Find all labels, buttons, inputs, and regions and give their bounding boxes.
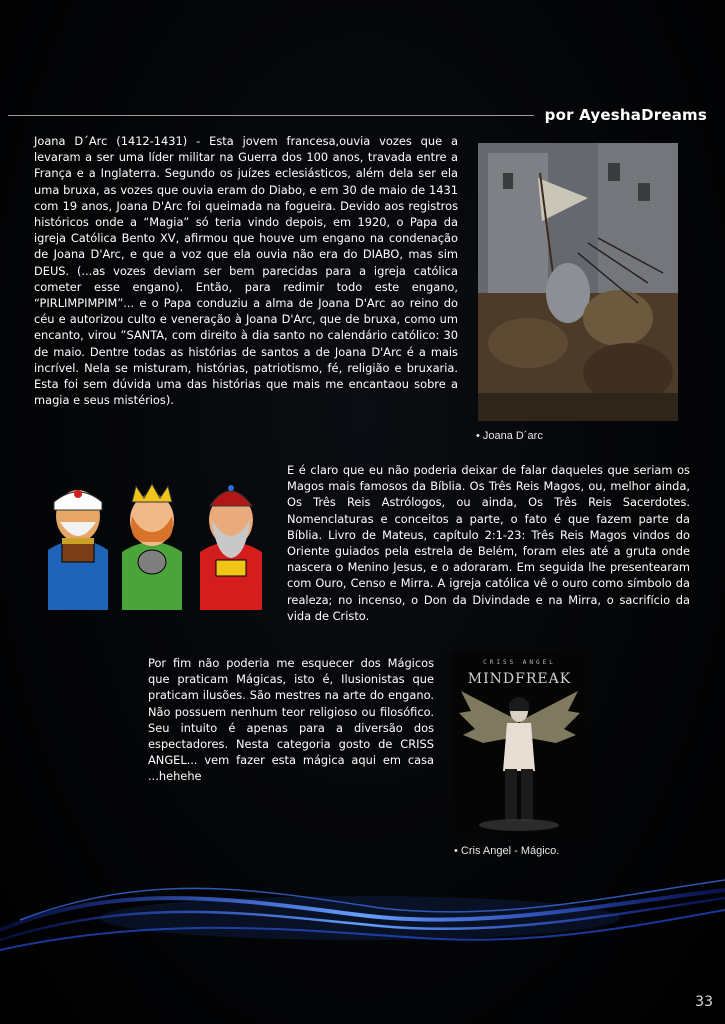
joana-paragraph: Joana D´Arc (1412-1431) - Esta jovem francesa,ouvia vozes que a levaram a ser uma líder militar na Guerra dos 100 anos, travada entre a França e a Inglaterra. Segundo os juízes eclesiásticos, além dela ser ela uma bruxa, as vozes que ouvia eram do Diabo, e em 30 de maio de 1431 com 19 anos, Joana D'Arc foi queimada na fogueira. Devido aos registros históricos onde a “Magia” só teria vindo depois, em 1920, o Papa da igreja Católica Bento XV, afirmou que houve um engano na condenação de Joana D'Arc, e que a voz que ela ouvia não era do DIABO, mas sim DEUS. (...as vozes deviam ser bem parecidas para a igreja católica cometer esse engano). Então, para redimir todo este engano, “PIRLIMPIMPIM”... e o Papa conduziu a alma de Joana D'Arc ao reino do céu e autorizou culto e veneração à Joana D'Arc, que de bruxa, como um encanto, virou ”SANTA, com direito à dia santo no calendário católico: 30 de maio. Dentre todas as histórias de santos a de Joana D'Arc é a mais incrível. Nela se misturam, histórias, patriotismo, fé, religião e bruxaria. Esta foi sem dúvida uma das histórias que mais me encantaou sobre a magia e seus mistérios). bbox=[34, 134, 458, 408]
magos-paragraph: E é claro que eu não poderia deixar de falar daqueles que seriam os Magos mais famosos da Bíblia. Os Três Reis Magos, ou, melhor ainda, Os Três Reis Astrólogos, ou ainda, Os Três Reis Sacerdotes. Nomenclaturas e conceitos a parte, o fato é que fazem parte da Bíblia. Livro de Mateus, capítulo 2:1-23: Três Reis Magos vindos do Oriente guiados pela estrela de Belém, foram eles até a gruta onde nascera o Menino Jesus, e o adoraram. Em seguida lhe presentearam com Ouro, Censo e Mirra. A igreja católica vê o ouro como símbolo da realeza; no incenso, o Don da Divindade e na Mirra, o sacrifício da vida de Cristo. bbox=[287, 463, 690, 623]
blue-light-wave-decoration bbox=[0, 860, 725, 970]
joana-caption: • Joana D´arc bbox=[476, 430, 543, 442]
magicos-paragraph: Por fim não poderia me esquecer dos Mágicos que praticam Mágicas, isto é, Ilusionistas que praticam ilusões. São mestres na arte do engano. Não possuem nenhum teor religioso ou filosófico. Seu intuito é apenas para a diversão dos espectadores. Nesta categoria gosto de CRISS ANGEL... vem fazer esta mágica aqui em casa ...hehehe bbox=[148, 656, 434, 784]
king-1-figure bbox=[48, 490, 108, 610]
poster-top-text: CRISS ANGEL bbox=[483, 659, 556, 666]
criss-angel-poster bbox=[451, 651, 588, 838]
king-2-figure bbox=[122, 484, 182, 610]
king-3-figure bbox=[200, 485, 262, 610]
header-rule bbox=[8, 115, 534, 116]
page-number: 33 bbox=[695, 994, 713, 1010]
joana-darc-painting bbox=[478, 143, 678, 421]
three-kings-illustration bbox=[40, 480, 272, 612]
author-byline: por AyeshaDreams bbox=[544, 106, 707, 124]
battle-scene-illustration bbox=[478, 143, 678, 421]
criss-caption: • Cris Angel - Mágico. bbox=[454, 845, 560, 857]
magician-figure-illustration bbox=[451, 651, 588, 838]
poster-title: MINDFREAK bbox=[467, 671, 572, 687]
